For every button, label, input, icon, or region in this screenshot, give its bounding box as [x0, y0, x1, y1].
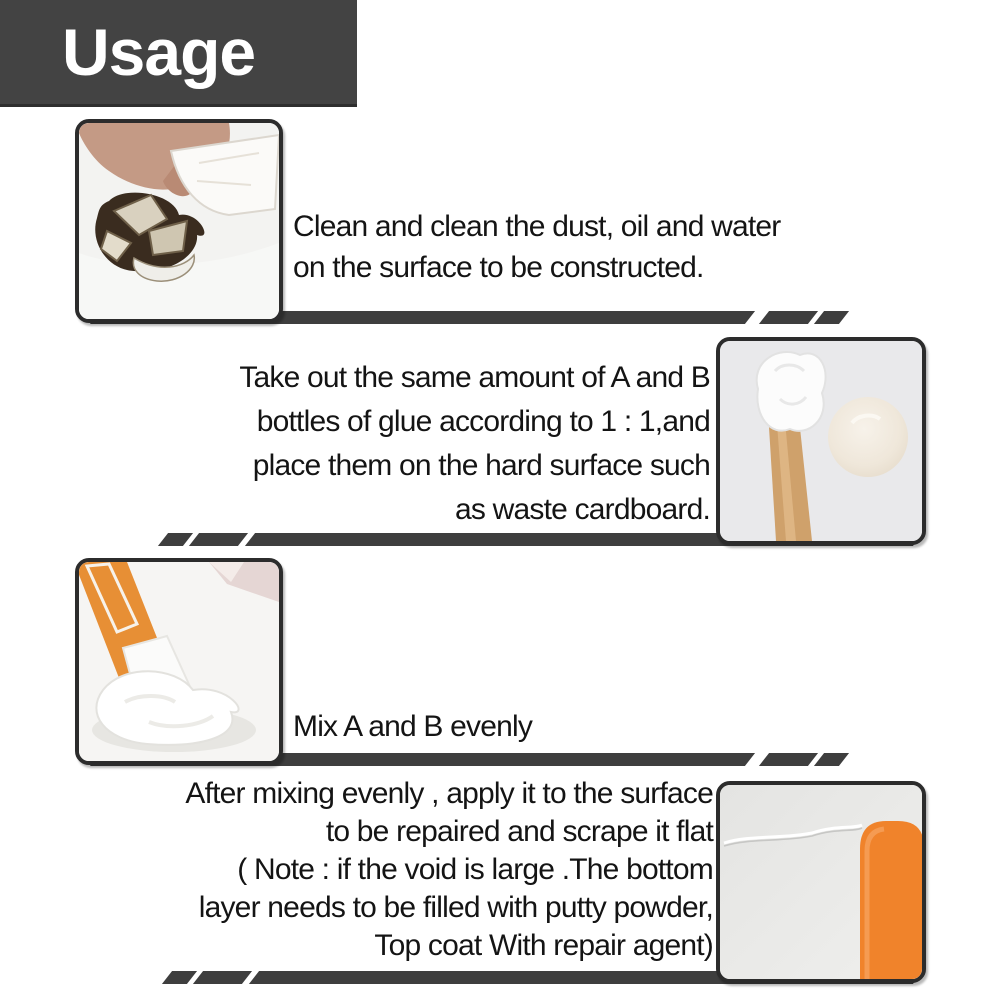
step4-line: ( Note : if the void is large .The bottom	[237, 853, 713, 886]
divider-slash	[759, 753, 818, 766]
step1-line: on the surface to be constructed.	[293, 251, 704, 284]
divider-slash	[162, 971, 197, 984]
divider-slash	[189, 533, 248, 546]
step4-line: Top coat With repair agent)	[374, 929, 713, 962]
step1-line: Clean and clean the dust, oil and water	[293, 210, 781, 243]
step2-text	[110, 356, 710, 532]
step4-line: layer needs to be filled with putty powder,	[198, 891, 713, 924]
divider-slash	[814, 311, 849, 324]
step4-line: to be repaired and scrape it flat	[325, 815, 713, 848]
page-title: Usage	[62, 15, 256, 89]
step3-line: Mix A and B evenly	[293, 710, 533, 743]
step4-text	[113, 775, 713, 965]
divider-slash	[158, 533, 193, 546]
step3-text	[293, 706, 532, 747]
step2-line: bottles of glue according to 1 : 1,and	[256, 405, 710, 438]
glue-on-stick-illustration	[720, 341, 922, 541]
step4-scraper-photo	[716, 781, 926, 983]
mixing-paste-illustration	[79, 562, 279, 761]
step2-glue-amounts-photo	[716, 337, 926, 545]
step1-clean-surface-photo	[75, 119, 283, 323]
divider-slash	[814, 753, 849, 766]
glue-blob-b	[828, 397, 908, 477]
usage-header-banner	[0, 0, 357, 107]
step2-line: place them on the hard surface such	[252, 449, 710, 482]
step2-line: as waste cardboard.	[455, 493, 710, 526]
orange-scraper-illustration	[720, 785, 922, 979]
step2-line: Take out the same amount of A and B	[239, 361, 710, 394]
divider-slash	[193, 971, 252, 984]
step4-line: After mixing evenly , apply it to the surface	[185, 777, 713, 810]
step3-mixing-photo	[75, 558, 283, 765]
step1-text	[293, 206, 780, 288]
hand-wiping-broken-ceramic-illustration	[79, 123, 279, 319]
divider-slash	[759, 311, 818, 324]
